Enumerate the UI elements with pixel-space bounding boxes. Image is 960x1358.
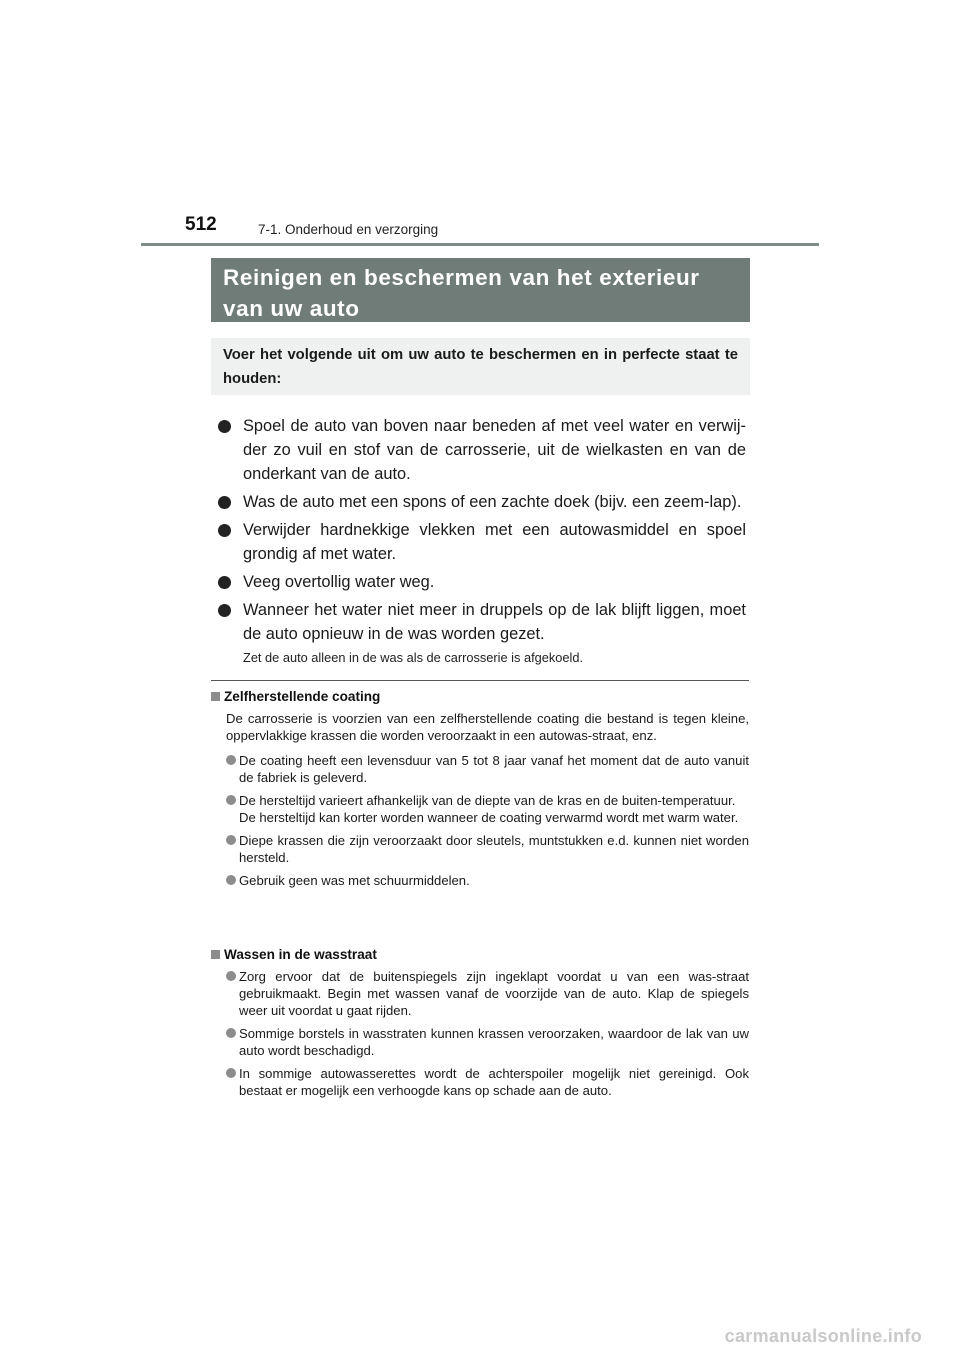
bullet-icon <box>218 604 231 617</box>
bullet-icon <box>226 875 236 885</box>
car-wash-section <box>211 946 749 1105</box>
list-item <box>226 752 749 786</box>
bullet-icon <box>226 755 236 765</box>
car-wash-item-text: In sommige autowasserettes wordt de achterspoiler mogelijk niet gereinigd. Ook bestaat er mogelijk een verhoogde kans op schade aan de auto. <box>239 1066 749 1098</box>
car-wash-list <box>226 968 749 1099</box>
bullet-icon <box>226 971 236 981</box>
step-note: Zet de auto alleen in de was als de carrosserie is afgekoeld. <box>243 650 584 665</box>
coating-item-text: De coating heeft een levensduur van 5 tot 8 jaar vanaf het moment dat de auto vanuit de fabriek is geleverd. <box>239 753 749 785</box>
coating-heading-text: Zelfherstellende coating <box>224 689 381 704</box>
bullet-icon <box>218 524 231 537</box>
list-item <box>226 968 749 1019</box>
car-wash-item-text: Sommige borstels in wasstraten kunnen krassen veroorzaken, waardoor de lak van uw auto wordt beschadigd. <box>239 1026 749 1058</box>
list-item <box>226 1025 749 1059</box>
bullet-icon <box>226 1028 236 1038</box>
bullet-icon <box>226 795 236 805</box>
intro-box: Voer het volgende uit om uw auto te beschermen en in perfecte staat te houden: <box>211 338 750 395</box>
bullet-icon <box>218 420 231 433</box>
square-bullet-icon <box>211 950 220 959</box>
page-title-line-1: Reinigen en beschermen van het exterieur <box>223 265 700 290</box>
list-item <box>226 872 749 889</box>
page-title <box>211 258 750 322</box>
step-text: Wanneer het water niet meer in druppels op de lak blijft liggen, moet de auto opnieuw in de was worden gezet. <box>243 601 746 643</box>
car-wash-heading <box>211 946 749 964</box>
coating-item-text: Gebruik geen was met schuurmiddelen. <box>239 873 470 888</box>
bullet-icon <box>218 496 231 509</box>
list-item <box>218 570 746 594</box>
coating-list <box>226 752 749 889</box>
page-number: 512 <box>185 214 217 235</box>
page-title-line-2: van uw auto <box>223 296 360 321</box>
coating-item-text: De hersteltijd varieert afhankelijk van de diepte van de kras en de buiten-temperatuur. <box>239 793 736 808</box>
bullet-icon <box>218 576 231 589</box>
step-text: Veeg overtollig water weg. <box>243 573 435 591</box>
header-rule <box>141 243 819 246</box>
car-wash-heading-text: Wassen in de wasstraat <box>224 947 377 962</box>
list-item <box>218 598 746 646</box>
coating-item-text: Diepe krassen die zijn veroorzaakt door sleutels, muntstukken e.d. kunnen niet worden hersteld. <box>239 833 749 865</box>
coating-item-extra: De hersteltijd kan korter worden wanneer de coating verwarmd wordt met warm water. <box>239 810 739 825</box>
bullet-icon <box>226 835 236 845</box>
coating-section <box>211 688 749 895</box>
wash-steps-list <box>218 414 746 650</box>
list-item <box>218 414 746 486</box>
coating-heading <box>211 688 749 706</box>
car-wash-item-text: Zorg ervoor dat de buitenspiegels zijn ingeklapt voordat u van een was-straat gebruikmaakt. Begin met wassen vanaf de voorzijde van de auto. Klap de spiegels weer uit voordat u gaat rijden. <box>239 969 749 1018</box>
step-text: Verwijder hardnekkige vlekken met een autowasmiddel en spoel grondig af met water. <box>243 521 746 563</box>
step-text: Was de auto met een spons of een zachte doek (bijv. een zeem-lap). <box>243 493 742 511</box>
list-item <box>226 1065 749 1099</box>
list-item <box>218 490 746 514</box>
step-text: Spoel de auto van boven naar beneden af met veel water en verwij-der zo vuil en stof van de carrosserie, uit de wielkasten en van de onderkant van de auto. <box>243 417 746 483</box>
section-header: 7-1. Onderhoud en verzorging <box>258 222 439 237</box>
list-item <box>226 792 749 826</box>
list-item <box>218 518 746 566</box>
square-bullet-icon <box>211 692 220 701</box>
watermark: carmanualsonline.info <box>724 1326 922 1346</box>
section-divider <box>211 680 749 681</box>
bullet-icon <box>226 1068 236 1078</box>
list-item <box>226 832 749 866</box>
coating-intro: De carrosserie is voorzien van een zelfherstellende coating die bestand is tegen kleine, oppervlakkige krassen die worden veroorzaakt in een autowas-straat, enz. <box>226 711 749 743</box>
